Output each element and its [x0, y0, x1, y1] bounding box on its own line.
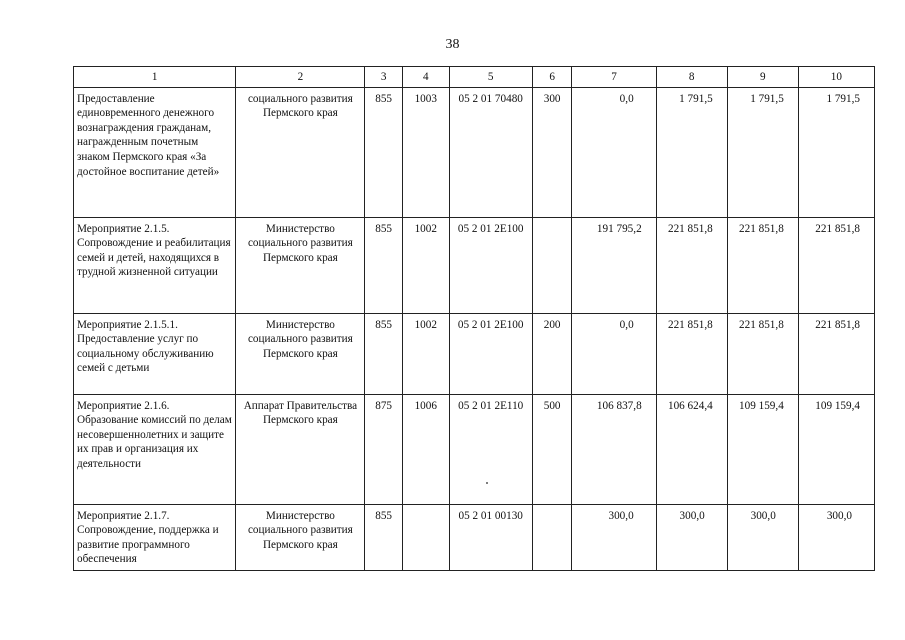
amount-cell: 106 837,8 — [572, 394, 656, 504]
expense-type-cell — [532, 504, 572, 570]
amount-cell: 0,0 — [572, 313, 656, 394]
amount-cell: 300,0 — [798, 504, 874, 570]
amount-cell: 221 851,8 — [798, 217, 874, 313]
expense-type-cell: 500 — [532, 394, 572, 504]
section-cell: 1006 — [402, 394, 449, 504]
budget-table — [73, 66, 875, 571]
executor-cell: социального развития Пермского края — [236, 87, 365, 217]
code-cell: 855 — [365, 313, 403, 394]
header-cell: 1 — [74, 67, 236, 88]
header-cell: 10 — [798, 67, 874, 88]
header-cell: 9 — [727, 67, 798, 88]
amount-cell: 221 851,8 — [656, 217, 727, 313]
amount-cell: 1 791,5 — [656, 87, 727, 217]
section-cell: 1002 — [402, 217, 449, 313]
code-cell: 855 — [365, 217, 403, 313]
amount-cell: 191 795,2 — [572, 217, 656, 313]
table-row — [74, 504, 875, 570]
header-cell: 2 — [236, 67, 365, 88]
expense-type-cell: 200 — [532, 313, 572, 394]
header-cell: 5 — [449, 67, 532, 88]
table-row — [74, 394, 875, 504]
expense-type-cell — [532, 217, 572, 313]
target-article-cell: 05 2 01 2Е110 — [449, 394, 532, 504]
table-row — [74, 87, 875, 217]
amount-cell: 221 851,8 — [798, 313, 874, 394]
target-article-cell: 05 2 01 70480 — [449, 87, 532, 217]
amount-cell: 221 851,8 — [656, 313, 727, 394]
code-cell: 855 — [365, 87, 403, 217]
header-cell: 4 — [402, 67, 449, 88]
activity-cell: Мероприятие 2.1.5. Сопровождение и реабилитация семей и детей, находящихся в трудной жизненной ситуации — [74, 217, 236, 313]
amount-cell: 109 159,4 — [798, 394, 874, 504]
activity-cell: Предоставление единовременного денежного вознаграждения гражданам, награжденным почетным знаком Пермского края «За достойное воспитание детей» — [74, 87, 236, 217]
section-cell: 1003 — [402, 87, 449, 217]
code-cell: 855 — [365, 504, 403, 570]
executor-cell: Министерство социального развития Пермского края — [236, 217, 365, 313]
page-number: 38 — [445, 37, 460, 52]
activity-cell: Мероприятие 2.1.6. Образование комиссий по делам несовершеннолетних и защите их прав и организация их деятельности — [74, 394, 236, 504]
expense-type-cell: 300 — [532, 87, 572, 217]
amount-cell: 1 791,5 — [727, 87, 798, 217]
amount-cell: 0,0 — [572, 87, 656, 217]
amount-cell: 300,0 — [727, 504, 798, 570]
table-row — [74, 217, 875, 313]
amount-cell: 106 624,4 — [656, 394, 727, 504]
header-row — [74, 67, 875, 88]
activity-cell: Мероприятие 2.1.7. Сопровождение, поддержка и развитие программного обеспечения — [74, 504, 236, 570]
amount-cell: 300,0 — [656, 504, 727, 570]
target-article-cell: 05 2 01 00130 — [449, 504, 532, 570]
amount-cell: 1 791,5 — [798, 87, 874, 217]
target-article-cell: 05 2 01 2Е100 — [449, 217, 532, 313]
executor-cell: Министерство социального развития Пермского края — [236, 313, 365, 394]
header-cell: 7 — [572, 67, 656, 88]
code-cell: 875 — [365, 394, 403, 504]
amount-cell: 300,0 — [572, 504, 656, 570]
header-cell: 3 — [365, 67, 403, 88]
target-article-cell: 05 2 01 2Е100 — [449, 313, 532, 394]
scan-speck — [486, 482, 488, 484]
executor-cell: Министерство социального развития Пермского края — [236, 504, 365, 570]
amount-cell: 221 851,8 — [727, 313, 798, 394]
section-cell — [402, 504, 449, 570]
amount-cell: 221 851,8 — [727, 217, 798, 313]
executor-cell: Аппарат Правительства Пермского края — [236, 394, 365, 504]
amount-cell: 109 159,4 — [727, 394, 798, 504]
header-cell: 8 — [656, 67, 727, 88]
activity-cell: Мероприятие 2.1.5.1. Предоставление услуг по социальному обслуживанию семей с детьми — [74, 313, 236, 394]
section-cell: 1002 — [402, 313, 449, 394]
table-row — [74, 313, 875, 394]
header-cell: 6 — [532, 67, 572, 88]
